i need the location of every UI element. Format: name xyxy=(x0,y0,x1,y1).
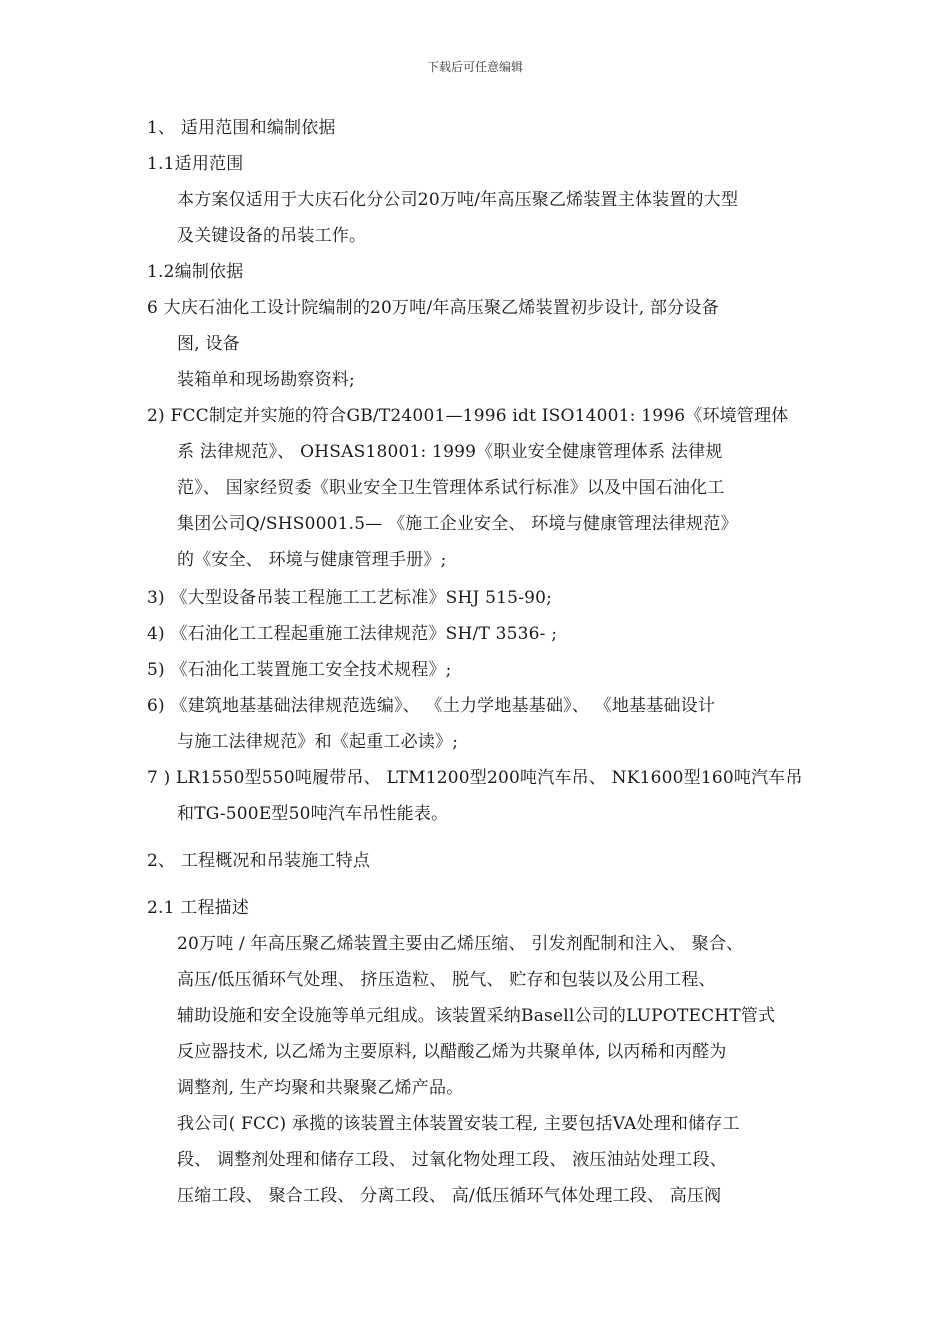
paragraph-line: 段、 调整剂处理和储存工段、 过氧化物处理工段、 液压油站处理工段、 xyxy=(177,1150,728,1170)
list-item: 7 ) LR1550型550吨履带吊、 LTM1200型200吨汽车吊、 NK1600型160吨汽车吊 xyxy=(147,768,803,788)
list-item-continuation: 和TG-500E型50吨汽车吊性能表。 xyxy=(177,804,449,824)
list-item-continuation: 图, 设备 xyxy=(177,334,240,354)
list-item-continuation: 系 法律规范》、 OHSAS18001: 1999《职业安全健康管理体系 法律规 xyxy=(177,442,723,462)
subsection-heading: 1.2编制依据 xyxy=(147,262,244,282)
paragraph-line: 我公司( FCC) 承揽的该装置主体装置安装工程, 主要包括VA处理和储存工 xyxy=(177,1114,740,1134)
paragraph-line: 压缩工段、 聚合工段、 分离工段、 高/低压循环气体处理工段、 高压阀 xyxy=(177,1186,722,1206)
list-item-continuation: 与施工法律规范》和《起重工必读》; xyxy=(177,732,459,752)
list-item: 6) 《建筑地基基础法律规范选编》、 《土力学地基基础》、 《地基基础设计 xyxy=(147,696,716,716)
list-item-continuation: 的《安全、 环境与健康管理手册》; xyxy=(177,550,447,570)
paragraph-line: 本方案仅适用于大庆石化分公司20万吨/年高压聚乙烯装置主体装置的大型 xyxy=(177,190,739,210)
list-item: 5) 《石油化工装置施工安全技术规程》; xyxy=(147,660,452,680)
list-item: 4) 《石油化工工程起重施工法律规范》SH/T 3536- ; xyxy=(147,624,558,644)
list-item-continuation: 装箱单和现场勘察资料; xyxy=(177,370,355,390)
list-item: 3) 《大型设备吊装工程施工工艺标准》SHJ 515-90; xyxy=(147,588,553,608)
section-heading: 2、 工程概况和吊装施工特点 xyxy=(147,851,371,871)
paragraph-line: 20万吨 / 年高压聚乙烯装置主要由乙烯压缩、 引发剂配制和注入、 聚合、 xyxy=(177,934,744,954)
list-item-continuation: 集团公司Q/SHS0001.5— 《施工企业安全、 环境与健康管理法律规范》 xyxy=(177,514,738,534)
paragraph-line: 高压/低压循环气处理、 挤压造粒、 脱气、 贮存和包装以及公用工程、 xyxy=(177,970,716,990)
paragraph-line: 及关键设备的吊装工作。 xyxy=(177,226,367,246)
list-item: 2) FCC制定并实施的符合GB/T24001—1996 idt ISO14001: 1996《环境管理体 xyxy=(147,406,789,426)
paragraph-line: 反应器技术, 以乙烯为主要原料, 以醋酸乙烯为共聚单体, 以丙稀和丙醛为 xyxy=(177,1042,727,1062)
list-item: 6 大庆石油化工设计院编制的20万吨/年高压聚乙烯装置初步设计, 部分设备 xyxy=(147,298,719,318)
subsection-heading: 1.1适用范围 xyxy=(147,154,244,174)
paragraph-line: 辅助设施和安全设施等单元组成。该装置采纳Basell公司的LUPOTECHT管式 xyxy=(177,1006,776,1026)
section-heading: 1、 适用范围和编制依据 xyxy=(147,118,336,138)
paragraph-line: 调整剂, 生产均聚和共聚聚乙烯产品。 xyxy=(177,1078,464,1098)
page-header: 下载后可任意编辑 xyxy=(426,60,523,74)
list-item-continuation: 范》、 国家经贸委《职业安全卫生管理体系试行标准》以及中国石油化工 xyxy=(177,478,725,498)
subsection-heading: 2.1 工程描述 xyxy=(147,898,250,918)
